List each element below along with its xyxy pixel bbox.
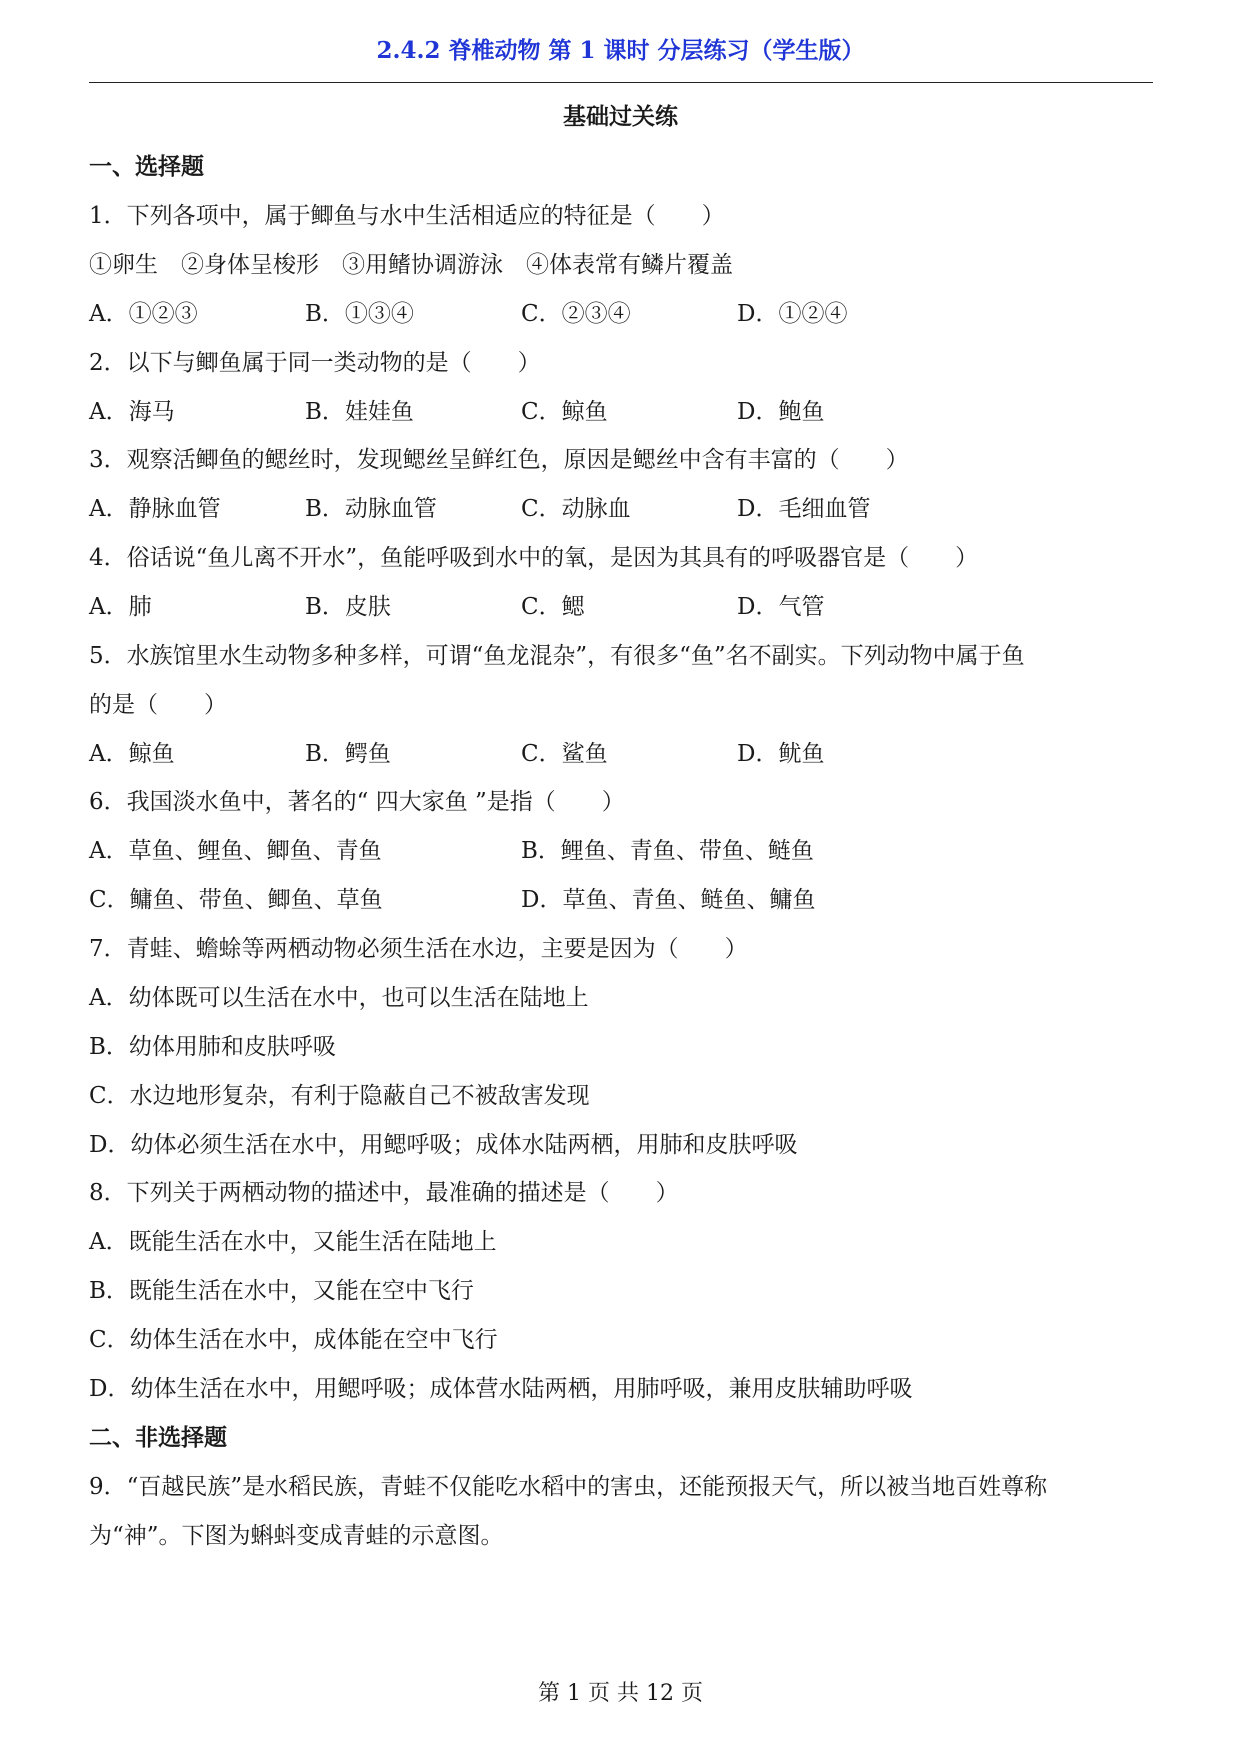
question-8-option-c: C．幼体生活在水中，成体能在空中飞行 bbox=[89, 1327, 498, 1353]
question-8-option-a: A．既能生活在水中，又能生活在陆地上 bbox=[89, 1229, 497, 1255]
question-6-option-d: D．草鱼、青鱼、鲢鱼、鳙鱼 bbox=[521, 887, 816, 913]
question-5-stem-line2: 的是（ ） bbox=[89, 692, 227, 718]
question-9-stem-line2: 为“神”。下图为蝌蚪变成青蛙的示意图。 bbox=[89, 1523, 504, 1549]
question-7-option-a: A．幼体既可以生活在水中，也可以生活在陆地上 bbox=[89, 985, 589, 1011]
question-7-stem: 7．青蛙、蟾蜍等两栖动物必须生活在水边，主要是因为（ ） bbox=[89, 936, 748, 962]
question-5-option-d: D．鱿鱼 bbox=[737, 741, 825, 767]
page-footer: 第 1 页 共 12 页 bbox=[538, 1681, 703, 1706]
question-2-option-d: D．鲍鱼 bbox=[737, 399, 825, 425]
question-6-option-a: A．草鱼、鲤鱼、鲫鱼、青鱼 bbox=[89, 838, 382, 864]
header-rule bbox=[89, 82, 1153, 83]
section-heading-choice: 一、选择题 bbox=[89, 153, 204, 180]
question-3-option-d: D．毛细血管 bbox=[737, 496, 871, 522]
question-2-option-a: A．海马 bbox=[89, 399, 175, 425]
question-9-stem-line1: 9．“百越民族”是水稻民族，青蛙不仅能吃水稻中的害虫，还能预报天气，所以被当地百姓尊称 bbox=[89, 1474, 1048, 1500]
question-3-option-c: C．动脉血 bbox=[521, 496, 631, 522]
question-6-option-c: C．鳙鱼、带鱼、鲫鱼、草鱼 bbox=[89, 887, 383, 913]
section-heading-nonchoice: 二、非选择题 bbox=[89, 1424, 227, 1451]
question-4-option-b: B．皮肤 bbox=[305, 594, 391, 620]
question-5-option-c: C．鲨鱼 bbox=[521, 741, 608, 767]
question-1-option-c: C．②③④ bbox=[521, 301, 631, 327]
question-2-stem: 2．以下与鲫鱼属于同一类动物的是（ ） bbox=[89, 350, 541, 376]
question-4-option-d: D．气管 bbox=[737, 594, 825, 620]
question-6-stem: 6．我国淡水鱼中，著名的“ 四大家鱼 ”是指（ ） bbox=[89, 789, 625, 815]
question-5-stem-line1: 5．水族馆里水生动物多种多样，可谓“鱼龙混杂”，有很多“鱼”名不副实。下列动物中属于鱼 bbox=[89, 643, 1025, 669]
question-8-option-b: B．既能生活在水中，又能在空中飞行 bbox=[89, 1278, 474, 1304]
question-1-option-b: B．①③④ bbox=[305, 301, 414, 327]
question-7-option-d: D．幼体必须生活在水中，用鳃呼吸；成体水陆两栖，用肺和皮肤呼吸 bbox=[89, 1132, 798, 1158]
question-4-stem: 4．俗话说“鱼儿离不开水”，鱼能呼吸到水中的氧，是因为其具有的呼吸器官是（ ） bbox=[89, 545, 979, 571]
question-3-stem: 3．观察活鲫鱼的鳃丝时，发现鳃丝呈鲜红色，原因是鳃丝中含有丰富的（ ） bbox=[89, 447, 909, 473]
question-4-option-c: C．鳃 bbox=[521, 594, 585, 620]
question-3-option-b: B．动脉血管 bbox=[305, 496, 437, 522]
question-1-list: ①卵生 ②身体呈梭形 ③用鳍协调游泳 ④体表常有鳞片覆盖 bbox=[89, 252, 733, 278]
question-7-option-c: C．水边地形复杂，有利于隐蔽自己不被敌害发现 bbox=[89, 1083, 590, 1109]
question-8-option-d: D．幼体生活在水中，用鳃呼吸；成体营水陆两栖，用肺呼吸，兼用皮肤辅助呼吸 bbox=[89, 1376, 913, 1402]
question-1-option-d: D．①②④ bbox=[737, 301, 848, 327]
question-8-stem: 8．下列关于两栖动物的描述中，最准确的描述是（ ） bbox=[89, 1180, 679, 1206]
question-5-option-b: B．鳄鱼 bbox=[305, 741, 391, 767]
question-6-option-b: B．鲤鱼、青鱼、带鱼、鲢鱼 bbox=[521, 838, 814, 864]
question-7-option-b: B．幼体用肺和皮肤呼吸 bbox=[89, 1034, 336, 1060]
subtitle: 基础过关练 bbox=[563, 103, 678, 130]
question-2-option-c: C．鲸鱼 bbox=[521, 399, 608, 425]
question-1-stem: 1．下列各项中，属于鲫鱼与水中生活相适应的特征是（ ） bbox=[89, 203, 725, 229]
document-header: 2.4.2 脊椎动物 第 1 课时 分层练习（学生版） bbox=[376, 37, 865, 64]
question-4-option-a: A．肺 bbox=[89, 594, 152, 620]
question-2-option-b: B．娃娃鱼 bbox=[305, 399, 414, 425]
question-1-option-a: A．①②③ bbox=[89, 301, 198, 327]
question-3-option-a: A．静脉血管 bbox=[89, 496, 221, 522]
question-5-option-a: A．鲸鱼 bbox=[89, 741, 175, 767]
